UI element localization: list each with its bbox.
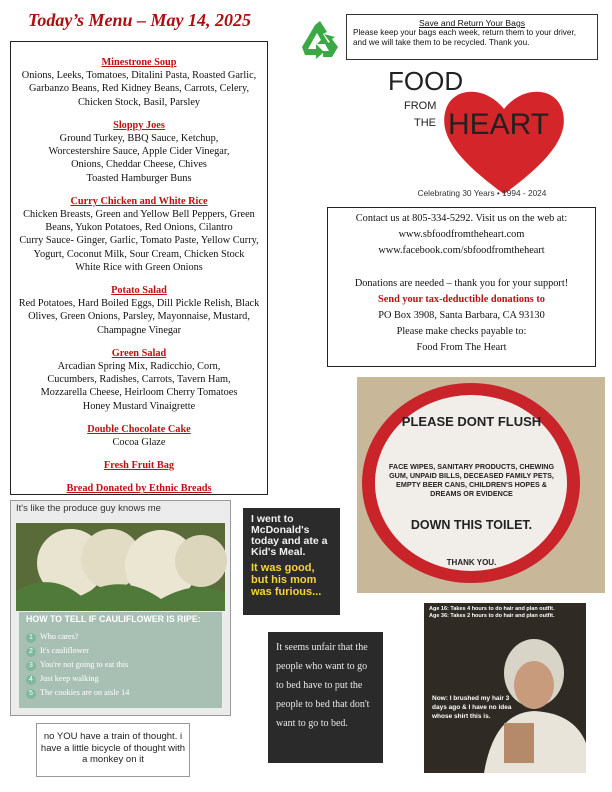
menu-item-title: Curry Chicken and White Rice <box>70 195 208 207</box>
hair-meme-top: Age 16: Takes 4 hours to do hair and plan outfit. Age 36: Takes 2 hours to do hair and plan outfit. <box>429 606 555 619</box>
mcdonalds-punchline: It was good, but his mom was furious... <box>251 562 322 598</box>
recycle-icon <box>296 17 344 63</box>
contact-line: Contact us at 805-334-5292. Visit us on the web at: <box>355 213 568 224</box>
cauliflower-sign-heading: HOW TO TELL IF CAULIFLOWER IS RIPE: <box>26 614 201 624</box>
contact-box <box>327 207 596 367</box>
menu-item-title: Green Salad <box>111 347 167 359</box>
logo-tagline: Celebrating 30 Years • 1994 - 2024 <box>417 188 547 198</box>
logo-heart: HEART <box>448 108 550 141</box>
menu-item-title: Sloppy Joes <box>113 119 165 131</box>
mailing-address: PO Box 3908, Santa Barbara, CA 93130 <box>378 310 545 322</box>
cauliflower-tip: 5 The cookies are on aisle 14 <box>26 688 129 699</box>
cauliflower-tip: 2 It's cauliflower <box>26 646 89 657</box>
payee: Food From The Heart <box>416 342 507 354</box>
bag-note-title: Save and Return Your Bags <box>418 18 526 28</box>
menu-item-desc: Arcadian Spring Mix, Radicchio, Corn, Cucumbers, Radishes, Carrots, Tavern Ham, Mozzarella Cheese, Heirloom Cherry Tomatoes Honey Mustard Vinaigrette <box>40 361 238 412</box>
hair-meme <box>424 603 586 773</box>
cauliflower-tip: 3 You're not going to eat this <box>26 660 128 671</box>
mcdonalds-meme <box>243 508 340 615</box>
food-from-the-heart-logo <box>386 64 566 204</box>
menu-item <box>17 119 261 185</box>
cauliflower-caption: It's like the produce guy knows me <box>16 503 161 514</box>
menu-item-title: Potato Salad <box>111 285 167 297</box>
painting-portrait <box>424 603 586 773</box>
bag-note-text: Please keep your bags each week, return them to your driver, and we will take them to be recycled. Thank you. <box>353 28 577 47</box>
bedtime-meme: It seems unfair that the people who want to go to bed have to put the people to bed that don't want to go to bed. <box>268 632 383 763</box>
menu-item-desc: Chicken Breasts, Green and Yellow Bell Peppers, Green Beans, Yukon Potatoes, Red Onions, Cilantro Curry Sauce- Ginger, Garlic, Tomato Paste, Yellow Curry, Yogurt, Coconut Milk, Sour Cream, Chicken Stock White Rice with Green Onions <box>19 209 259 273</box>
menu-item-title: Bread Donated by Ethnic Breads <box>66 483 212 495</box>
menu-item-title: Double Chocolate Cake <box>87 423 191 435</box>
hair-meme-bottom: Now: I brushed my hair 3 days ago & I have no idea whose shirt this is. <box>432 695 512 720</box>
menu-item-desc: Ground Turkey, BBQ Sauce, Ketchup, Worcestershire Sauce, Apple Cider Vinegar, Onions, Cheddar Cheese, Chives Toasted Hamburger Buns <box>48 133 230 184</box>
menu-item <box>17 284 261 337</box>
menu-item <box>17 482 261 495</box>
cauliflower-tip: 4 Just keep walking <box>26 674 99 685</box>
menu-item <box>17 56 261 109</box>
menu-item <box>17 459 261 472</box>
menu-item-desc: Cocoa Glaze <box>112 437 166 449</box>
donation-cta: Send your tax-deductible donations to <box>378 293 545 305</box>
logo-from: FROM <box>404 100 437 112</box>
flush-cta: DOWN THIS TOILET. <box>410 518 533 532</box>
flush-list: FACE WIPES, SANITARY PRODUCTS, CHEWING GUM, UNPAID BILLS, DECEASED FAMILY PETS, EMPTY BEER CANS, CHILDREN'S HOPES & DREAMS OR EVIDENCE <box>388 462 555 498</box>
menu-item <box>17 347 261 413</box>
logo-the: THE <box>414 117 436 129</box>
menu-item <box>17 423 261 449</box>
page-title: Today’s Menu – May 14, 2025 <box>28 10 252 30</box>
menu-box <box>10 41 268 495</box>
cauliflower-tip: 1 Who cares? <box>26 632 78 643</box>
website-link[interactable]: www.sbfoodfromtheheart.com <box>398 229 525 241</box>
menu-item-desc: Red Potatoes, Hard Boiled Eggs, Dill Pickle Relish, Black Olives, Green Onions, Parsley, Mayonnaise, Mustard, Champagne Vinegar <box>18 298 260 336</box>
checks-note: Please make checks payable to: <box>396 326 527 338</box>
bag-note <box>346 14 598 60</box>
monkey-quote: no YOU have a train of thought. i have a little bicycle of thought with a monkey on it <box>36 723 190 777</box>
menu-item-desc: Onions, Leeks, Tomatoes, Ditalini Pasta, Roasted Garlic, Garbanzo Beans, Red Kidney Beans, Carrots, Celery, Chicken Stock, Basil, Parsley <box>21 70 257 108</box>
menu-item-title: Fresh Fruit Bag <box>103 460 175 472</box>
logo-food: FOOD <box>388 66 464 96</box>
mcdonalds-setup: I went to McDonald's today and ate a Kid's Meal. <box>251 513 328 558</box>
flush-title: PLEASE DONT FLUSH <box>401 414 542 429</box>
flush-thanks: THANK YOU. <box>446 558 497 567</box>
donations-note: Donations are needed – thank you for your support! <box>354 277 569 289</box>
facebook-link[interactable]: www.facebook.com/sbfoodfromtheheart <box>378 245 545 257</box>
menu-item <box>17 195 261 274</box>
menu-item-title: Minestrone Soup <box>101 57 177 68</box>
